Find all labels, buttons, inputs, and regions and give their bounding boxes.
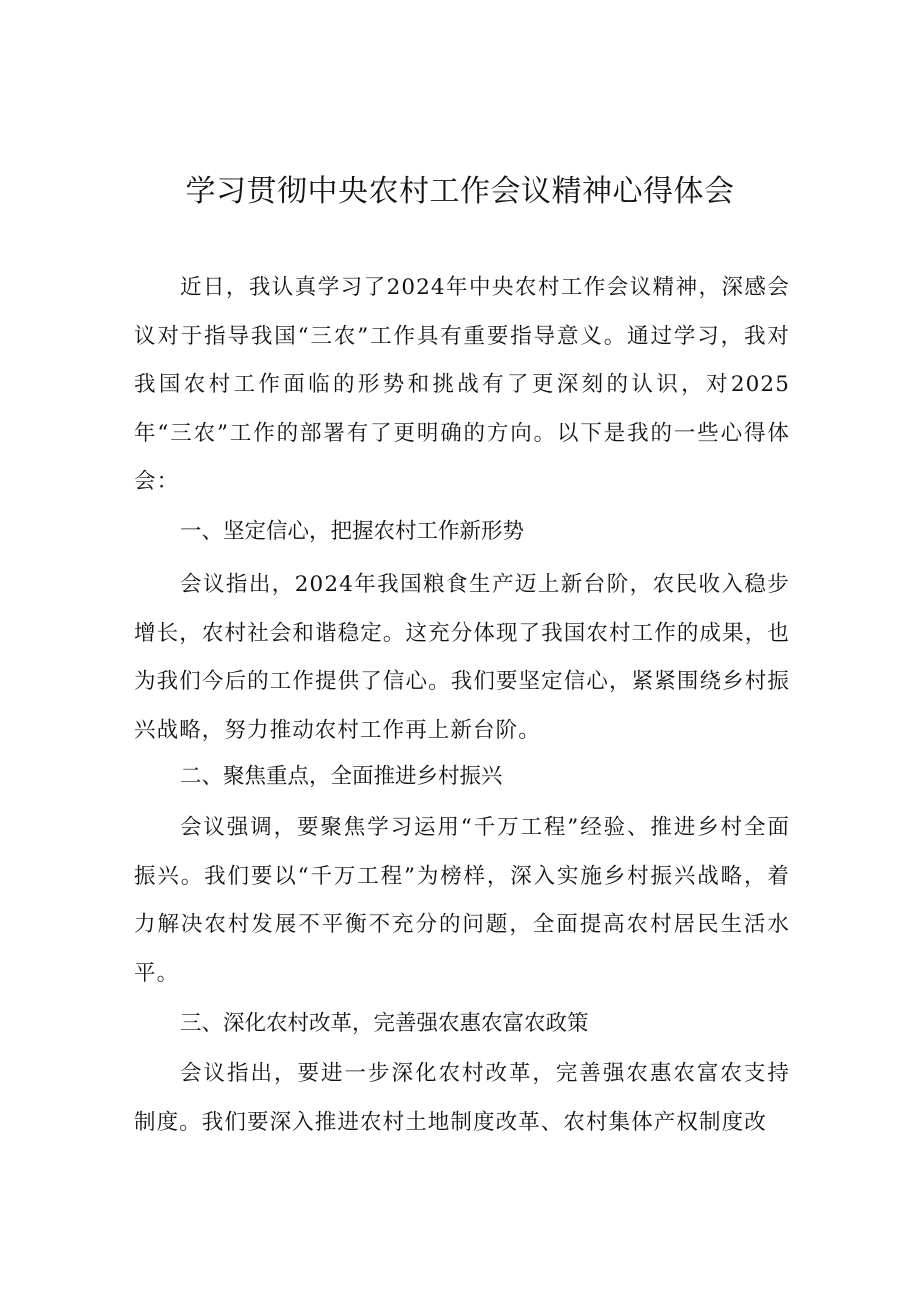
section-heading-1: 一、坚定信心，把握农村工作新形势 <box>180 519 525 544</box>
section-heading-2: 二、聚焦重点，全面推进乡村振兴 <box>180 764 503 789</box>
intro-paragraph: 近日，我认真学习了2024年中央农村工作会议精神，深感会议对于指导我国“三农”工作具有重要指导意义。通过学习，我对我国农村工作面临的形势和挑战有了更深刻的认识，对2025年“三农”工作的部署有了更明确的方向。以下是我的一些心得体会： <box>134 275 790 494</box>
document-title: 学习贯彻中央农村工作会议精神心得体会 <box>185 174 735 209</box>
section-heading-3: 三、深化农村改革，完善强农惠农富农政策 <box>180 1011 589 1036</box>
section-paragraph-2: 会议强调，要聚焦学习运用“千万工程”经验、推进乡村全面振兴。我们要以“千万工程”为榜样，深入实施乡村振兴战略，着力解决农村发展不平衡不充分的问题，全面提高农村居民生活水平。 <box>134 815 790 986</box>
section-paragraph-1: 会议指出，2024年我国粮食生产迈上新台阶，农民收入稳步增长，农村社会和谐稳定。这充分体现了我国农村工作的成果，也为我们今后的工作提供了信心。我们要坚定信心，紧紧围绕乡村振兴战略，努力推动农村工作再上新台阶。 <box>134 572 790 743</box>
section-paragraph-3: 会议指出，要进一步深化农村改革，完善强农惠农富农支持制度。我们要深入推进农村土地制度改革、农村集体产权制度改 <box>134 1061 790 1135</box>
